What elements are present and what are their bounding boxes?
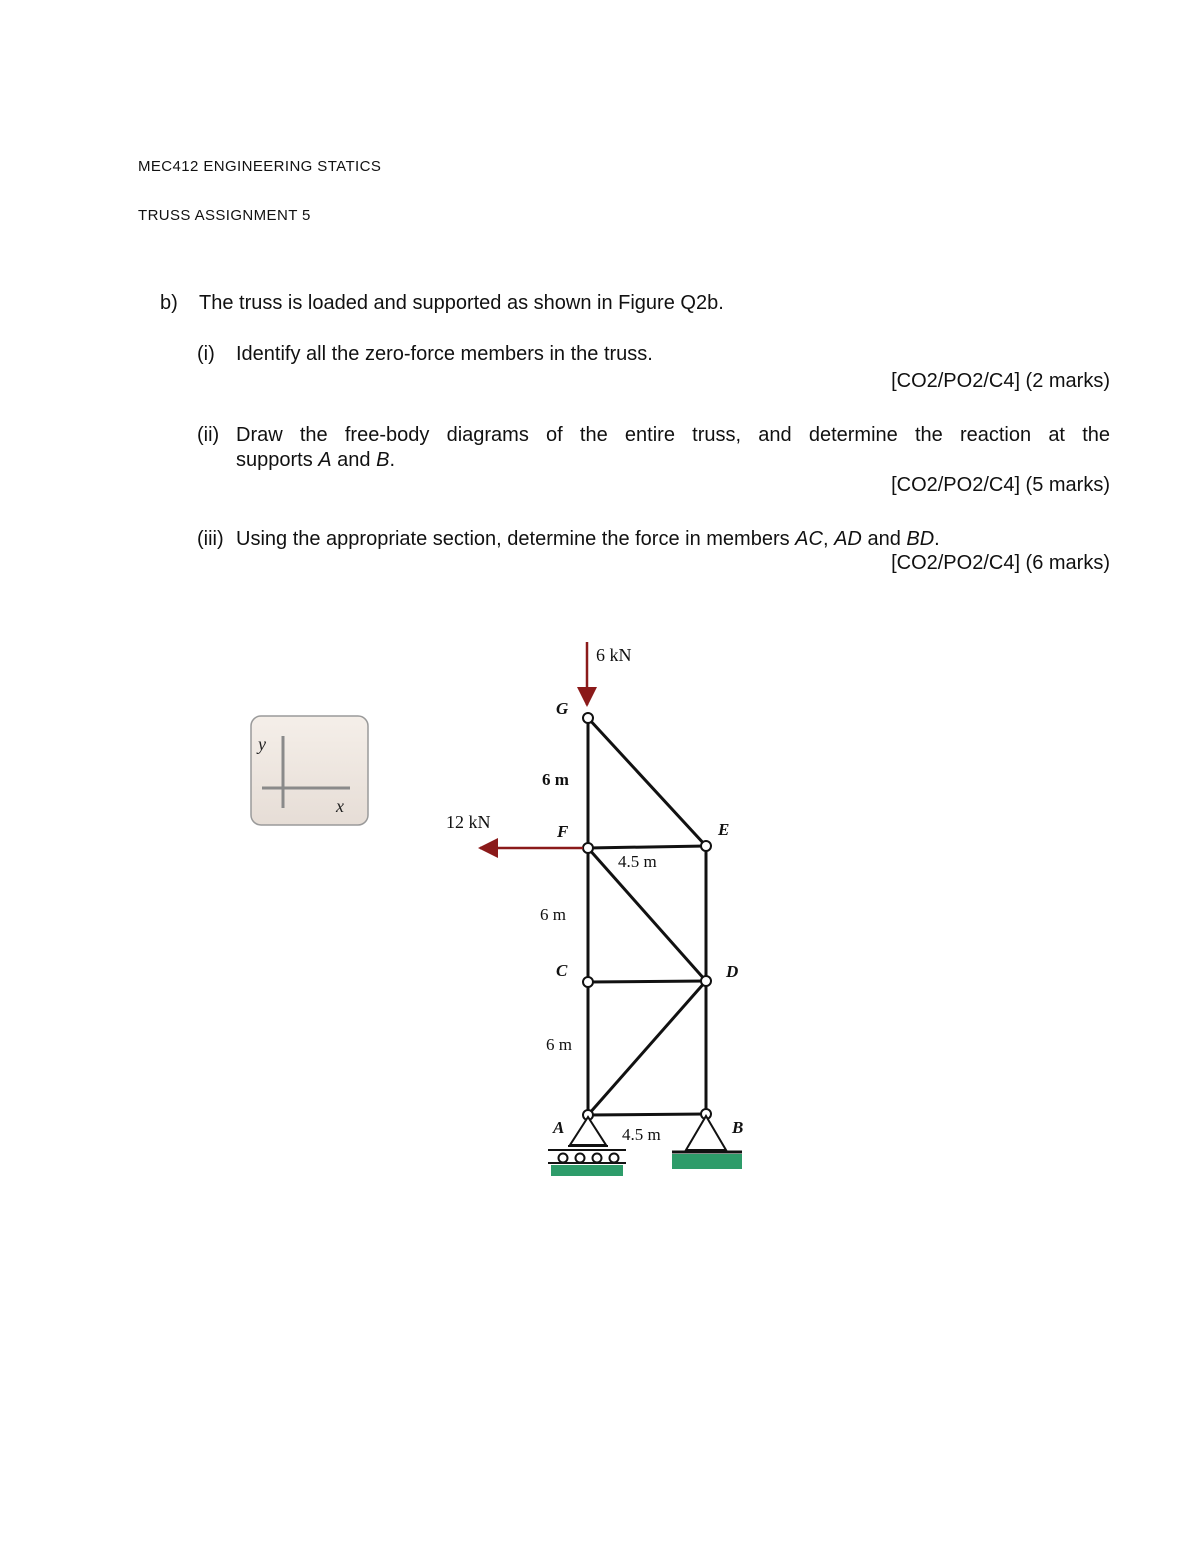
label-g: G — [556, 699, 569, 718]
part-ii-end: . — [389, 449, 395, 471]
part-iii-end: . — [934, 528, 940, 550]
question-label: b) — [160, 292, 178, 314]
part-i-text: Identify all the zero-force members in the truss. — [236, 343, 653, 365]
support-b: B — [376, 449, 390, 471]
x-axis-label: x — [336, 796, 344, 816]
part-ii-marks: [CO2/PO2/C4] (5 marks) — [891, 474, 1110, 496]
figure-reference: Figure Q2b — [618, 292, 719, 314]
ground-a — [551, 1165, 623, 1176]
part-i-label: (i) — [197, 343, 215, 365]
member-fe — [588, 846, 706, 848]
member-ge — [588, 718, 706, 846]
part-ii-and: and — [331, 449, 377, 471]
dim-ab: 4.5 m — [622, 1125, 661, 1144]
member-ad-line — [588, 981, 706, 1115]
part-iii-sep1: , — [822, 528, 835, 550]
joint-f — [583, 843, 593, 853]
label-e: E — [718, 820, 730, 839]
assignment-title: TRUSS ASSIGNMENT 5 — [138, 207, 311, 224]
question-text: The truss is loaded and supported as shown in — [199, 292, 619, 314]
course-title: MEC412 ENGINEERING STATICS — [138, 158, 382, 175]
member-ab — [588, 1114, 706, 1115]
part-iii-label: (iii) — [197, 528, 224, 550]
part-ii-supports: supports — [236, 449, 319, 471]
joint-d — [701, 976, 711, 986]
label-c: C — [556, 961, 568, 980]
part-iii-marks: [CO2/PO2/C4] (6 marks) — [891, 552, 1110, 574]
support-a: A — [318, 449, 332, 471]
part-ii-label: (ii) — [197, 424, 220, 446]
joint-e — [701, 841, 711, 851]
part-i-marks: [CO2/PO2/C4] (2 marks) — [891, 370, 1110, 392]
axes-box — [251, 716, 368, 825]
member-ad: AD — [834, 528, 862, 550]
ground-b — [672, 1154, 742, 1169]
dim-fe: 4.5 m — [618, 852, 657, 871]
load-12kn-label: 12 kN — [446, 812, 491, 832]
member-cd — [588, 981, 706, 982]
label-b: B — [732, 1118, 744, 1137]
part-ii-line1: Draw the free-body diagrams of the entire truss, and determine the reaction at the — [236, 424, 1110, 446]
question-end: . — [718, 292, 724, 314]
part-iii-body: Using the appropriate section, determine the force in members — [236, 528, 796, 550]
truss-members — [588, 718, 706, 1115]
dim-gf: 6 m — [542, 770, 569, 789]
joint-c — [583, 977, 593, 987]
dim-fc: 6 m — [540, 905, 566, 924]
dim-ca: 6 m — [546, 1035, 572, 1054]
load-6kn-label: 6 kN — [596, 645, 632, 665]
joint-g — [583, 713, 593, 723]
label-f: F — [557, 822, 569, 841]
member-ac: AC — [795, 528, 823, 550]
label-a: A — [553, 1118, 565, 1137]
y-axis-label: y — [258, 734, 266, 754]
node-labels — [552, 699, 743, 1137]
label-d: D — [726, 962, 739, 981]
part-iii-sep2: and — [861, 528, 907, 550]
member-bd: BD — [906, 528, 935, 550]
